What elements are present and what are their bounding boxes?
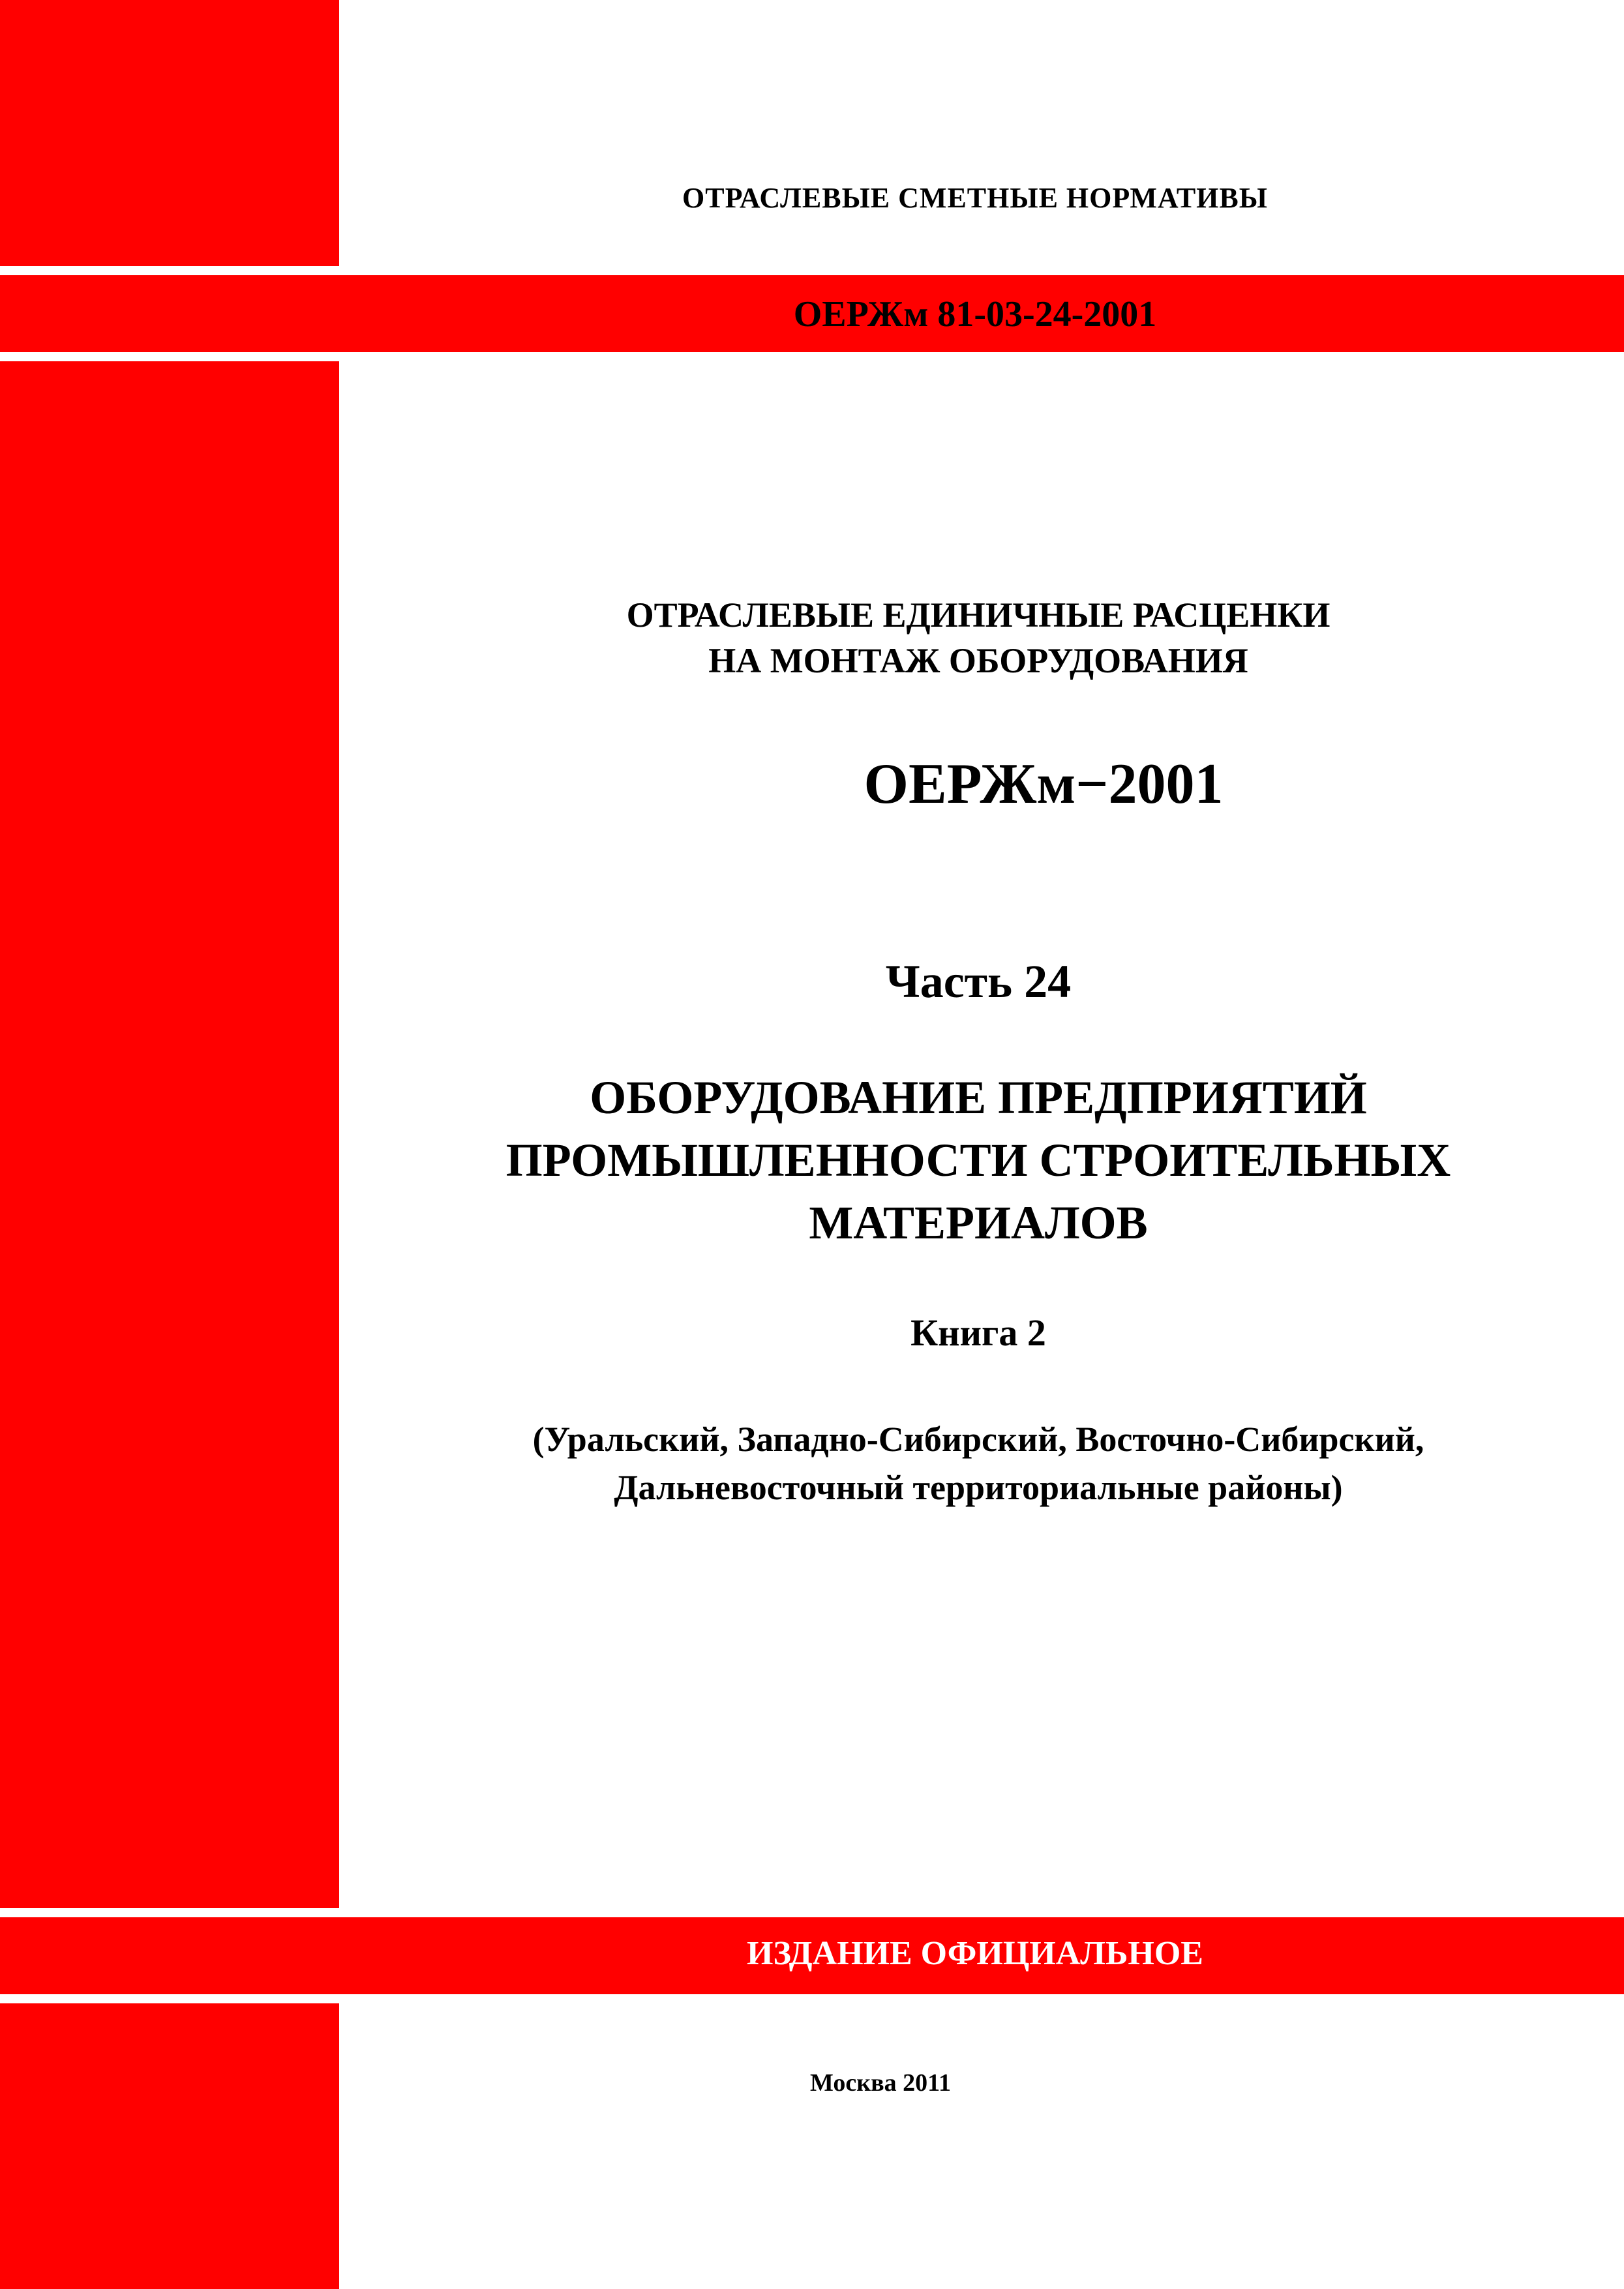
section-title-line-2: ПРОМЫШЛЕННОСТИ СТРОИТЕЛЬНЫХ <box>505 1134 1451 1186</box>
edition-label: ИЗДАНИЕ ОФИЦИАЛЬНОЕ <box>747 1935 1203 1972</box>
book-label: Книга 2 <box>910 1311 1046 1354</box>
header-label: ОТРАСЛЕВЫЕ СМЕТНЫЕ НОРМАТИВЫ <box>682 182 1268 214</box>
document-code: ОЕРЖм 81-03-24-2001 <box>793 294 1157 335</box>
section-title-line-3: МАТЕРИАЛОВ <box>809 1197 1148 1249</box>
column-gap-bottom-1 <box>0 1908 339 1917</box>
title-line-2: НА МОНТАЖ ОБОРУДОВАНИЯ <box>708 641 1248 680</box>
column-gap-bottom-2 <box>0 1994 339 2003</box>
collection-code: ОЕРЖм−2001 <box>864 753 1224 816</box>
column-gap-mid <box>0 352 339 361</box>
section-title-line-1: ОБОРУДОВАНИЕ ПРЕДПРИЯТИЙ <box>590 1071 1367 1124</box>
part-label: Часть 24 <box>885 955 1072 1008</box>
city-year: Москва 2011 <box>809 2069 952 2097</box>
column-gap-top <box>0 266 339 275</box>
regions-line-2: Дальневосточный территориальные районы) <box>614 1468 1343 1507</box>
regions-line-1: (Уральский, Западно-Сибирский, Восточно-Сибирский, <box>532 1420 1424 1459</box>
title-line-1: ОТРАСЛЕВЫЕ ЕДИНИЧНЫЕ РАСЦЕНКИ <box>626 595 1331 635</box>
